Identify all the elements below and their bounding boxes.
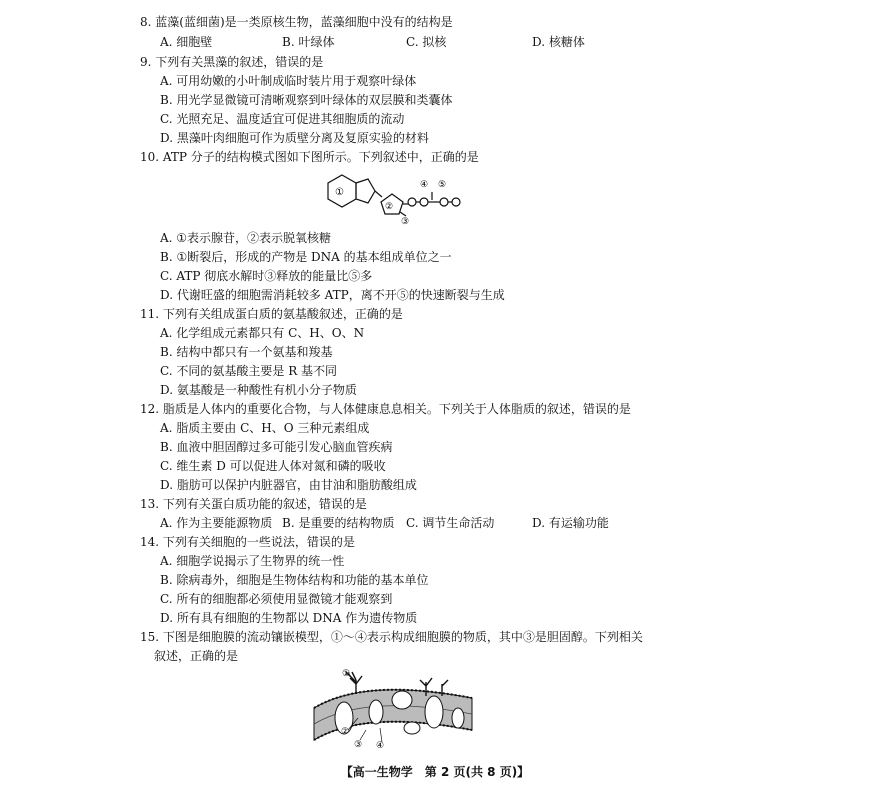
q12-stem: 12. 脂质是人体内的重要化合物，与人体健康息息相关。下列关于人体脂质的叙述，错误的是 [140,402,631,416]
q8-option-a: A. 细胞壁 [160,35,213,49]
q13-option-d: D. 有运输功能 [532,516,609,530]
q11-stem: 11. 下列有关组成蛋白质的氨基酸叙述，正确的是 [140,307,403,321]
q8-stem: 8. 蓝藻(蓝细菌)是一类原核生物，蓝藻细胞中没有的结构是 [140,15,453,29]
q10-option-c: C. ATP 彻底水解时③释放的能量比⑤多 [160,269,373,283]
page-footer: 【高一生物学 第 2 页(共 8 页)】 [340,765,530,779]
q9-option-a: A. 可用幼嫩的小叶制成临时装片用于观察叶绿体 [160,74,417,88]
q11-option-d: D. 氨基酸是一种酸性有机小分子物质 [160,383,357,397]
q9-option-b: B. 用光学显微镜可清晰观察到叶绿体的双层膜和类囊体 [160,93,453,107]
membrane-label-1: ① [342,669,351,679]
atp-structure-diagram [322,170,462,228]
atp-label-4: ④ [420,180,429,190]
q10-option-d: D. 代谢旺盛的细胞需消耗较多 ATP，离不开⑤的快速断裂与生成 [160,288,505,302]
q9-option-d: D. 黑藻叶肉细胞可作为质壁分离及复原实验的材料 [160,131,429,145]
q14-option-d: D. 所有具有细胞的生物都以 DNA 作为遗传物质 [160,611,418,625]
q10-option-b: B. ①断裂后，形成的产物是 DNA 的基本组成单位之一 [160,250,452,264]
q14-stem: 14. 下列有关细胞的一些说法，错误的是 [140,535,355,549]
membrane-label-2: ② [341,727,350,737]
membrane-label-4: ④ [376,741,385,751]
q12-option-c: C. 维生素 D 可以促进人体对氮和磷的吸收 [160,459,386,473]
q11-option-c: C. 不同的氨基酸主要是 R 基不同 [160,364,338,378]
q13-option-a: A. 作为主要能源物质 [160,516,273,530]
q12-option-a: A. 脂质主要由 C、H、O 三种元素组成 [160,421,370,435]
q10-option-a: A. ①表示腺苷，②表示脱氧核糖 [160,231,332,245]
q9-stem: 9. 下列有关黑藻的叙述，错误的是 [140,55,324,69]
q13-option-c: C. 调节生命活动 [406,516,495,530]
q15-stem-line1: 15. 下图是细胞膜的流动镶嵌模型，①～④表示构成细胞膜的物质，其中③是胆固醇。下列相关 [140,630,643,644]
q10-stem: 10. ATP 分子的结构模式图如下图所示。下列叙述中，正确的是 [140,150,479,164]
q14-option-a: A. 细胞学说揭示了生物界的统一性 [160,554,345,568]
q13-stem: 13. 下列有关蛋白质功能的叙述，错误的是 [140,497,367,511]
q12-option-d: D. 脂肪可以保护内脏器官，由甘油和脂肪酸组成 [160,478,417,492]
q13-option-b: B. 是重要的结构物质 [282,516,395,530]
q11-option-a: A. 化学组成元素都只有 C、H、O、N [160,326,365,340]
q12-option-b: B. 血液中胆固醇过多可能引发心脑血管疾病 [160,440,393,454]
q8-option-b: B. 叶绿体 [282,35,335,49]
q9-option-c: C. 光照充足、温度适宜可促进其细胞质的流动 [160,112,405,126]
q11-option-b: B. 结构中都只有一个氨基和羧基 [160,345,333,359]
q8-option-d: D. 核糖体 [532,35,585,49]
atp-label-3: ③ [401,217,410,227]
q14-option-b: B. 除病毒外，细胞是生物体结构和功能的基本单位 [160,573,429,587]
atp-label-2: ② [385,202,394,212]
atp-label-5: ⑤ [438,180,447,190]
atp-label-1: ① [335,187,344,198]
q15-stem-line2: 叙述，正确的是 [154,649,239,663]
membrane-label-3: ③ [354,740,363,750]
q14-option-c: C. 所有的细胞都必须使用显微镜才能观察到 [160,592,393,606]
q8-option-c: C. 拟核 [406,35,447,49]
cell-membrane-diagram [308,668,478,754]
